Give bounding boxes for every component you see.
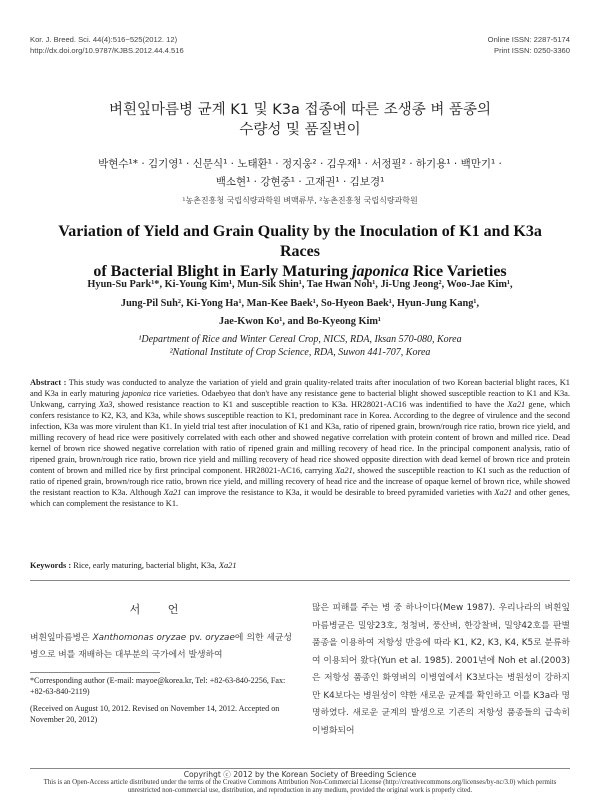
abstract-text-2: rice varieties. Odaebyeo that don't have any resistance gene to bacterial blight showed susceptible reaction to K1 and K3a. Unkwang, carrying — [30, 389, 570, 409]
journal-reference: Kor. J. Breed. Sci. 44(4):516~525(2012. 12) — [30, 35, 178, 44]
print-issn: Print ISSN: 0250-3360 — [494, 46, 570, 55]
copyright-notice: Copyrihgt ⓒ 2012 by the Korean Society of Breeding Science — [183, 770, 417, 779]
intro-left-pre: 벼흰잎마름병은 — [30, 633, 93, 643]
keywords-text: Rice, early maturing, bacterial blight, K3a, — [71, 561, 219, 570]
introduction-right-text: 많은 피해를 주는 병 중 하나이다(Mew 1987). 우리나라의 벼흰잎마름병균은 밀양23호, 청청벼, 풍산벼, 한강찰벼, 밀양42호를 판별품종을 이용하여 저항성 반응에 따라 K1, K2, K3, K4, K5로 분류하여 이용되어 왔다(Yun et al. 1985). 2001년에 Noh et al.(2003)은 저항성 품종인 화영벼의 이병엽에서 K3보다는 병원성이 강하지만 K4보다는 병원성이 약한 새로운 균계를 확인하고 이를 K3a라 명명하였다. 새로운 균계의 발생으로 기존의 저항성 품종들의 급속히 이병화되어 — [312, 603, 570, 736]
license-notice: This is an Open-Access article distributed under the terms of the Creative Commons Attribution Non-Commercial License (http://creativecommons.org/licenses/by-nc/3.0) which permits unrestricted non-commercial use, distribution, and reproduction in any medium, provided the original work is properly cited. — [43, 779, 557, 794]
corresponding-author-note: *Corresponding author (E-mail: mayoe@korea.kr, Tel: +82-63-840-2256, Fax: +82-63-840-2119) — [30, 676, 286, 696]
abstract-text-1: This study was conducted to analyze the variation of yield and grain quality-related traits after inoculation of two Korean bacterial blight races, K1 and K3a in early maturing — [30, 378, 570, 398]
footnote-rule — [30, 672, 160, 673]
abstract-text-4: gene, which confers resistance to K2, K3, and K3a, while shows susceptible reaction to K1, predominant race in Korea. According to the degree of virulence and the second infection, K3a was more virulent than K1. In yield trial test after inoculation of K1 and K3a, ratio of ripened grain, brown/rough rice ratio, brown rice yield, and milling recovery of head rice were positively correlated with each other and showed negative correlation with protein content of brown and milled rice. Dead kernel of brown rice showed negative correlation with ratio of ripened grain and milling recovery of head rice. In the principal component analysis, ratio of ripened grain, brown/rough rice ratio, brown rice yield and milling recovery of head rice showed opposite direction with dead kernel of brown rice and protein content of brown and milled rice by first principal component. HR28021-AC16, carrying — [30, 400, 571, 475]
english-authors-line2: Jung-Pil Suh², Ki-Yong Ha¹, Man-Kee Baek¹, So-Hyeon Baek¹, Hyun-Jung Kang¹, — [120, 297, 480, 309]
journal-header-left — [30, 34, 184, 56]
english-affiliation-1: ¹Department of Rice and Winter Cereal Crop, NICS, RDA, Iksan 570-080, Korea — [138, 334, 462, 345]
abstract-text-3: , showed resistance reaction to K1 and susceptible reaction to K3a. HR28021-AC16 was indentified to have the — [112, 400, 508, 409]
korean-affiliation: ¹농촌진흥청 국립식량과학원 벼맥류부, ²농촌진흥청 국립식량과학원 — [182, 196, 418, 205]
korean-authors-line2: 백소현¹ · 강현중¹ · 고재권¹ · 김보경¹ — [215, 176, 385, 188]
keywords-label: Keywords : — [30, 561, 72, 570]
introduction-left-text — [30, 630, 292, 664]
abstract-italic-6: Xa21 — [494, 488, 513, 497]
korean-authors-line1: 박현수¹* · 김기영¹ · 신문식¹ · 노태환¹ · 정지웅² · 김우재¹ · 서정필² · 하기용¹ · 백만기¹ · — [98, 158, 502, 170]
intro-left-italic-1: Xanthomonas oryzae — [92, 633, 187, 643]
abstract-italic-4: Xa21 — [335, 466, 353, 475]
received-dates-note: (Received on August 10, 2012. Revised on November 14, 2012. Accepted on November 20, 2012) — [30, 704, 280, 724]
english-authors-line3: Jae-Kwon Ko¹, and Bo-Kyeong Kim¹ — [218, 316, 382, 327]
abstract-label: Abstract : — [30, 378, 67, 387]
journal-header-right — [488, 34, 570, 56]
abstract — [30, 377, 570, 509]
abstract-italic-2: Xa3 — [98, 400, 113, 409]
korean-title-line2: 수량성 및 품질변이 — [239, 122, 361, 138]
english-affiliations — [60, 333, 540, 359]
english-title-italic: japonica — [352, 263, 409, 280]
korean-title — [0, 100, 600, 140]
korean-title-line1: 벼흰잎마름병 균계 K1 및 K3a 접종에 따른 조생종 벼 품종의 — [109, 102, 491, 118]
keywords-italic: Xa21 — [218, 561, 237, 570]
english-authors — [40, 276, 560, 332]
english-affiliation-2: ²National Institute of Crop Science, RDA, Suwon 441-707, Korea — [169, 347, 431, 358]
online-issn: Online ISSN: 2287-5174 — [487, 35, 570, 44]
section-divider — [30, 580, 570, 581]
abstract-italic-5: Xa21 — [163, 488, 182, 497]
doi-link[interactable]: http://dx.doi.org/10.9787/KJBS.2012.44.4.516 — [30, 46, 184, 55]
intro-left-post: 에 의한 세균성 병으로 벼를 재배하는 대부분의 국가에서 발생하여 — [30, 633, 293, 660]
abstract-text-6: can improve the resistance to K3a, it would be desirable to breed pyramided varieties with — [181, 488, 495, 497]
intro-left-mid: pv. — [186, 633, 206, 643]
english-title — [40, 222, 560, 282]
keywords — [30, 561, 570, 570]
korean-authors — [60, 155, 540, 191]
english-title-post: Rice Varieties — [408, 263, 507, 280]
english-title-line1: Variation of Yield and Grain Quality by the Inoculation of K1 and K3a Races — [58, 223, 542, 260]
introduction-heading: 서 언 — [129, 603, 191, 616]
abstract-text-5: , showed the susceptible reaction to K1 such as the reduction of ratio of ripened grain, brown/rough rice ratio, brown rice yield, and milling recovery of head rice and the increase of opaque kernel of brown rice, while showed the resistant reaction to K3a. Although — [30, 466, 570, 497]
intro-left-italic-2: oryzae — [205, 633, 235, 643]
abstract-italic-1: japonica — [121, 389, 152, 398]
abstract-italic-3: Xa21 — [507, 400, 526, 409]
english-authors-line1: Hyun-Su Park¹*, Ki-Young Kim¹, Mun-Sik Shin¹, Tae Hwan Noh¹, Ji-Ung Jeong², Woo-Jae Kim¹, — [87, 279, 513, 290]
abstract-text-7: and other genes, which can complement the resistance to K1. — [30, 488, 570, 508]
english-title-pre: of Bacterial Blight in Early Maturing — [93, 263, 352, 280]
